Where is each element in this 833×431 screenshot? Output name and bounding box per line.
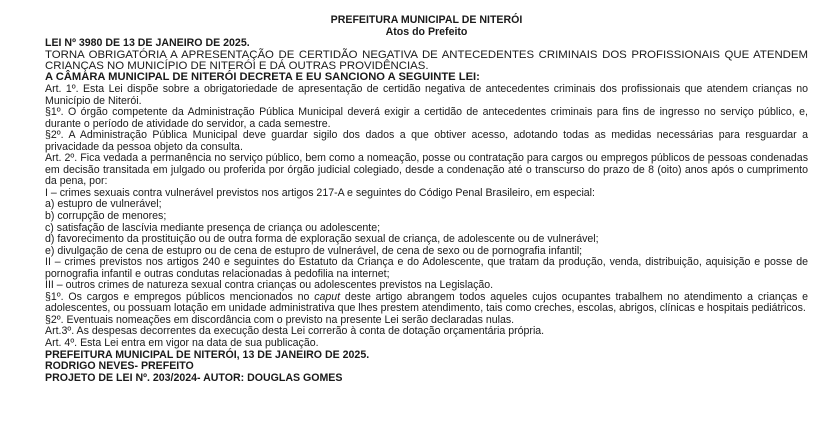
art-2-item-3: III – outros crimes de natureza sexual contra crianças ou adolescentes previstos na Legislação.	[45, 279, 494, 292]
header-org: PREFEITURA MUNICIPAL DE NITERÓI	[330, 14, 523, 26]
caput-term: caput	[314, 290, 341, 303]
art-2-par-1	[45, 292, 808, 315]
art-3: Art.3º. As despesas decorrentes da execução desta Lei correrão à conta de dotação orçamentária própria.	[45, 325, 545, 338]
art-2-item-1-c: c) satisfação de lascívia mediante presença de criança ou adolescente;	[45, 221, 381, 234]
art-1-par-1: §1º. O órgão competente da Administração Pública Municipal deverá exigir a certidão de antecedentes criminais para fins de ingresso no serviço público, e, durante o período de atividade do servidor, a cada semestre.	[45, 106, 808, 130]
art-2-item-1-e: e) divulgação de cena de estupro ou de cena de estupro de vulnerável, de cena de sexo ou de pornografia infantil;	[45, 244, 583, 257]
art-2-item-1-a: a) estupro de vulnerável;	[45, 198, 162, 211]
law-enactment: A CÂMARA MUNICIPAL DE NITERÓI DECRETA E EU SANCIONO A SEGUINTE LEI:	[45, 71, 480, 84]
art-2-item-1: I – crimes sexuais contra vulnerável previstos nos artigos 217-A e seguintes do Código Penal Brasileiro, em especial:	[45, 186, 595, 199]
law-document	[45, 15, 808, 384]
law-title: LEI Nº 3980 DE 13 DE JANEIRO DE 2025.	[45, 37, 250, 50]
art-2-par-1-text-b: deste artigo abrangem todos aqueles cujos ocupantes trabalhem no atendimento a crianças e adolescentes, ou possuam lotação em unidade administrativa que lhes prestem atendimento, tais como creches, escolas, abrigos, clínicas e hospitais pediátricos.	[45, 290, 808, 315]
art-2-item-1-b: b) corrupção de menores;	[45, 210, 167, 223]
law-ementa: TORNA OBRIGATÓRIA A APRESENTAÇÃO DE CERTIDÃO NEGATIVA DE ANTECEDENTES CRIMINAIS DOS PROFISSIONAIS QUE ATENDEM CRIANÇAS NO MUNICÍPIO DE NITERÓI E DÁ OUTRAS PROVIDÊNCIAS.	[45, 48, 808, 73]
signature-place-date: PREFEITURA MUNICIPAL DE NITERÓI, 13 DE JANEIRO DE 2025.	[45, 348, 370, 361]
signature-bill: PROJETO DE LEI Nº. 203/2024- AUTOR: DOUGLAS GOMES	[45, 371, 343, 384]
art-2-item-1-d: d) favorecimento da prostituição ou de outra forma de exploração sexual de criança, de adolescente ou de vulnerável;	[45, 233, 599, 246]
art-1: Art. 1º. Esta Lei dispõe sobre a obrigatoriedade de apresentação de certidão negativa de antecedentes criminais dos profissionais que atendem crianças no Município de Niterói.	[45, 83, 808, 107]
art-2: Art. 2º. Fica vedada a permanência no serviço público, bem como a nomeação, posse ou contratação para cargos ou empregos públicos de pessoas condenadas em decisão transitada em julgado ou proferida por órgão judicial colegiado, desde a condenação até o transcurso do prazo de 8 (oito) anos após o cumprimento da pena, por:	[45, 152, 808, 188]
art-4: Art. 4º. Esta Lei entra em vigor na data de sua publicação.	[45, 337, 319, 350]
signature-mayor: RODRIGO NEVES- PREFEITO	[45, 360, 194, 373]
art-2-par-1-text-a: §1º. Os cargos e empregos públicos mencionados no	[45, 290, 315, 303]
art-2-par-2: §2º. Eventuais nomeações em discordância com o previsto na presente Lei serão declaradas nulas.	[45, 313, 515, 326]
header-section: Atos do Prefeito	[385, 25, 468, 38]
art-1-par-2: §2º. A Administração Pública Municipal deve guardar sigilo dos dados a que obtiver acesso, adotando todas as medidas necessárias para resguardar a privacidade da pessoa objeto da consulta.	[45, 129, 808, 153]
art-2-item-2: II – crimes previstos nos artigos 240 e seguintes do Estatuto da Criança e do Adolescente, que tratam da produção, venda, distribuição, aquisição e posse de pornografia infantil e outras condutas relacionadas à pedofilia na internet;	[45, 256, 808, 280]
